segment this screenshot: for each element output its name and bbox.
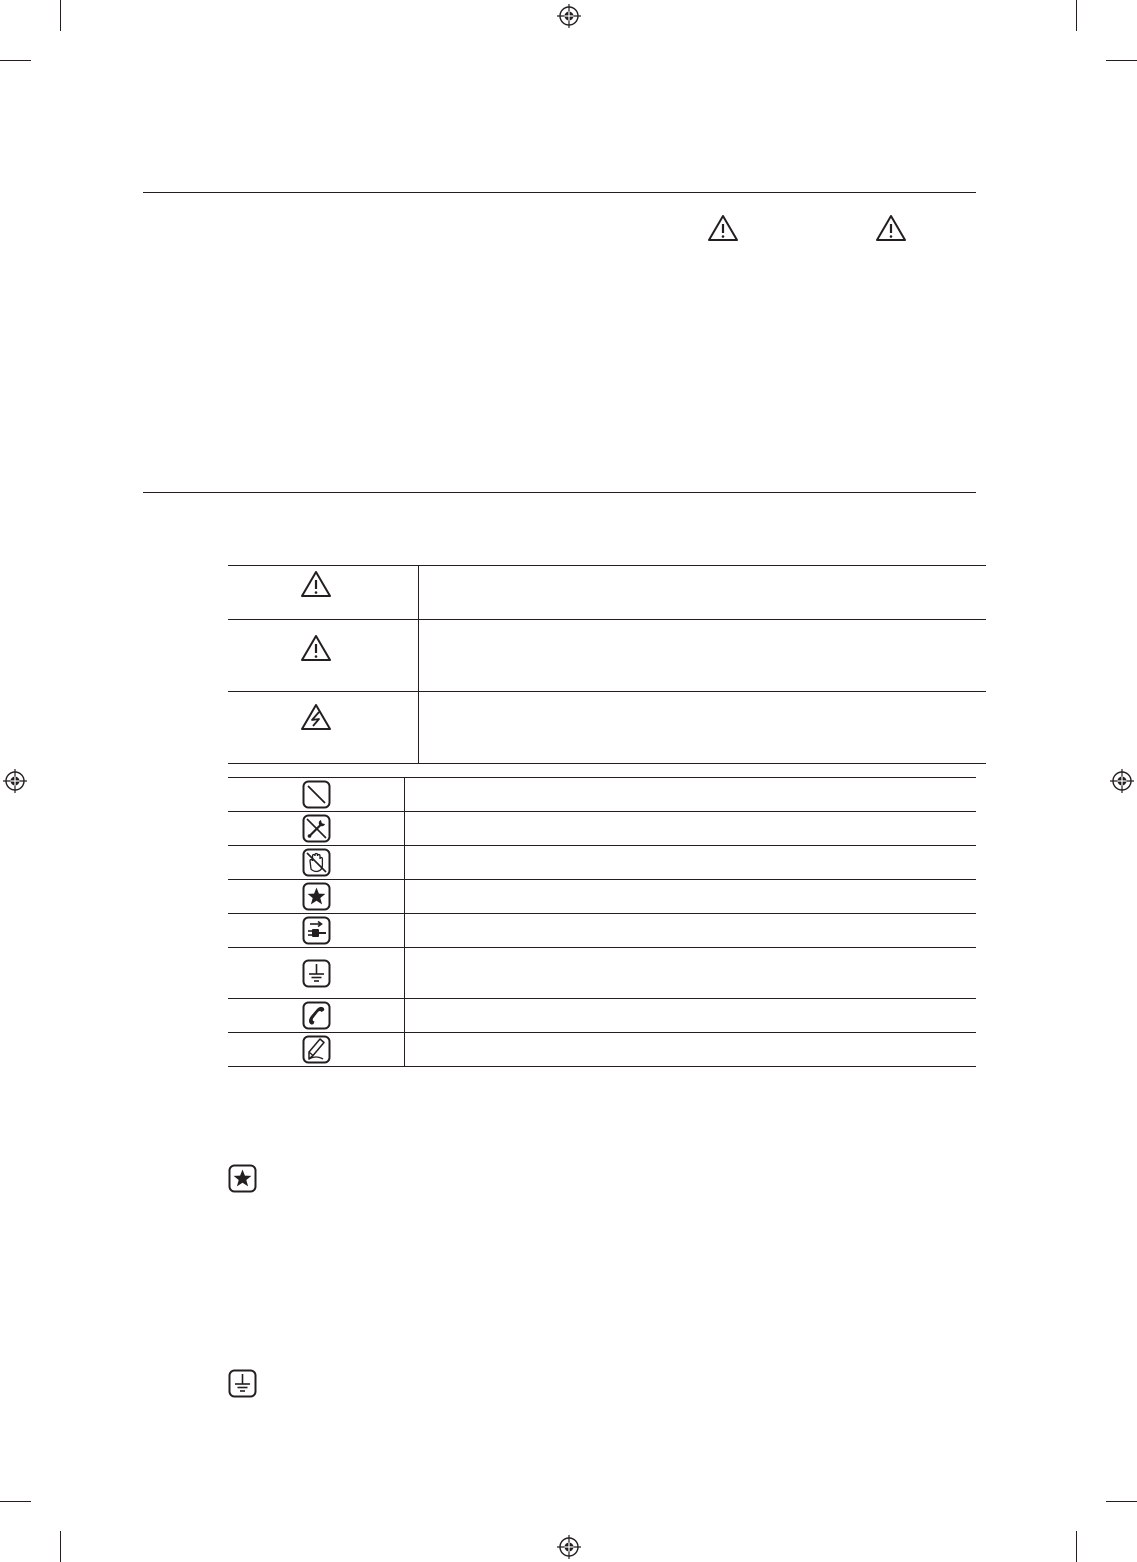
do-not-disassemble-icon xyxy=(302,814,331,843)
earth-ground-icon xyxy=(302,959,331,988)
table-divider xyxy=(418,565,419,763)
table-divider xyxy=(404,777,405,1066)
table-rule xyxy=(228,691,986,692)
table-rule xyxy=(228,1066,976,1067)
section-rule-top xyxy=(143,192,976,193)
do-not-touch-icon xyxy=(302,848,331,877)
unplug-power-icon xyxy=(302,916,331,945)
crop-mark xyxy=(1106,1501,1137,1502)
table-rule xyxy=(228,913,976,914)
table-rule xyxy=(228,763,986,764)
table-rule xyxy=(228,811,976,812)
table-rule xyxy=(228,998,976,999)
prohibited-icon xyxy=(302,780,331,809)
crop-mark xyxy=(1076,0,1077,31)
warning-triangle-icon xyxy=(300,634,332,662)
table-rule xyxy=(228,1032,976,1033)
table-rule xyxy=(228,845,976,846)
table-rule xyxy=(228,879,976,880)
crop-mark xyxy=(0,60,31,61)
crop-mark xyxy=(60,1531,61,1562)
registration-mark-icon xyxy=(1110,769,1134,793)
registration-mark-icon xyxy=(557,1535,581,1559)
table-rule xyxy=(228,777,976,778)
crop-mark xyxy=(60,0,61,31)
section-rule-bottom xyxy=(143,492,976,493)
electric-shock-triangle-icon xyxy=(300,703,332,731)
registration-mark-icon xyxy=(557,4,581,28)
table-rule xyxy=(228,619,986,620)
registration-mark-icon xyxy=(3,769,27,793)
warning-triangle-icon xyxy=(707,214,739,242)
crop-mark xyxy=(1106,60,1137,61)
table-rule xyxy=(228,565,986,566)
warning-triangle-icon xyxy=(875,214,907,242)
table-rule xyxy=(228,947,976,948)
crop-mark xyxy=(1076,1531,1077,1562)
warning-triangle-icon xyxy=(300,570,332,598)
mandatory-star-icon xyxy=(228,1164,257,1193)
earth-ground-icon xyxy=(228,1369,257,1398)
crop-mark xyxy=(0,1501,31,1502)
contact-service-center-icon xyxy=(302,1001,331,1030)
mandatory-star-icon xyxy=(302,882,331,911)
note-icon xyxy=(302,1035,331,1064)
